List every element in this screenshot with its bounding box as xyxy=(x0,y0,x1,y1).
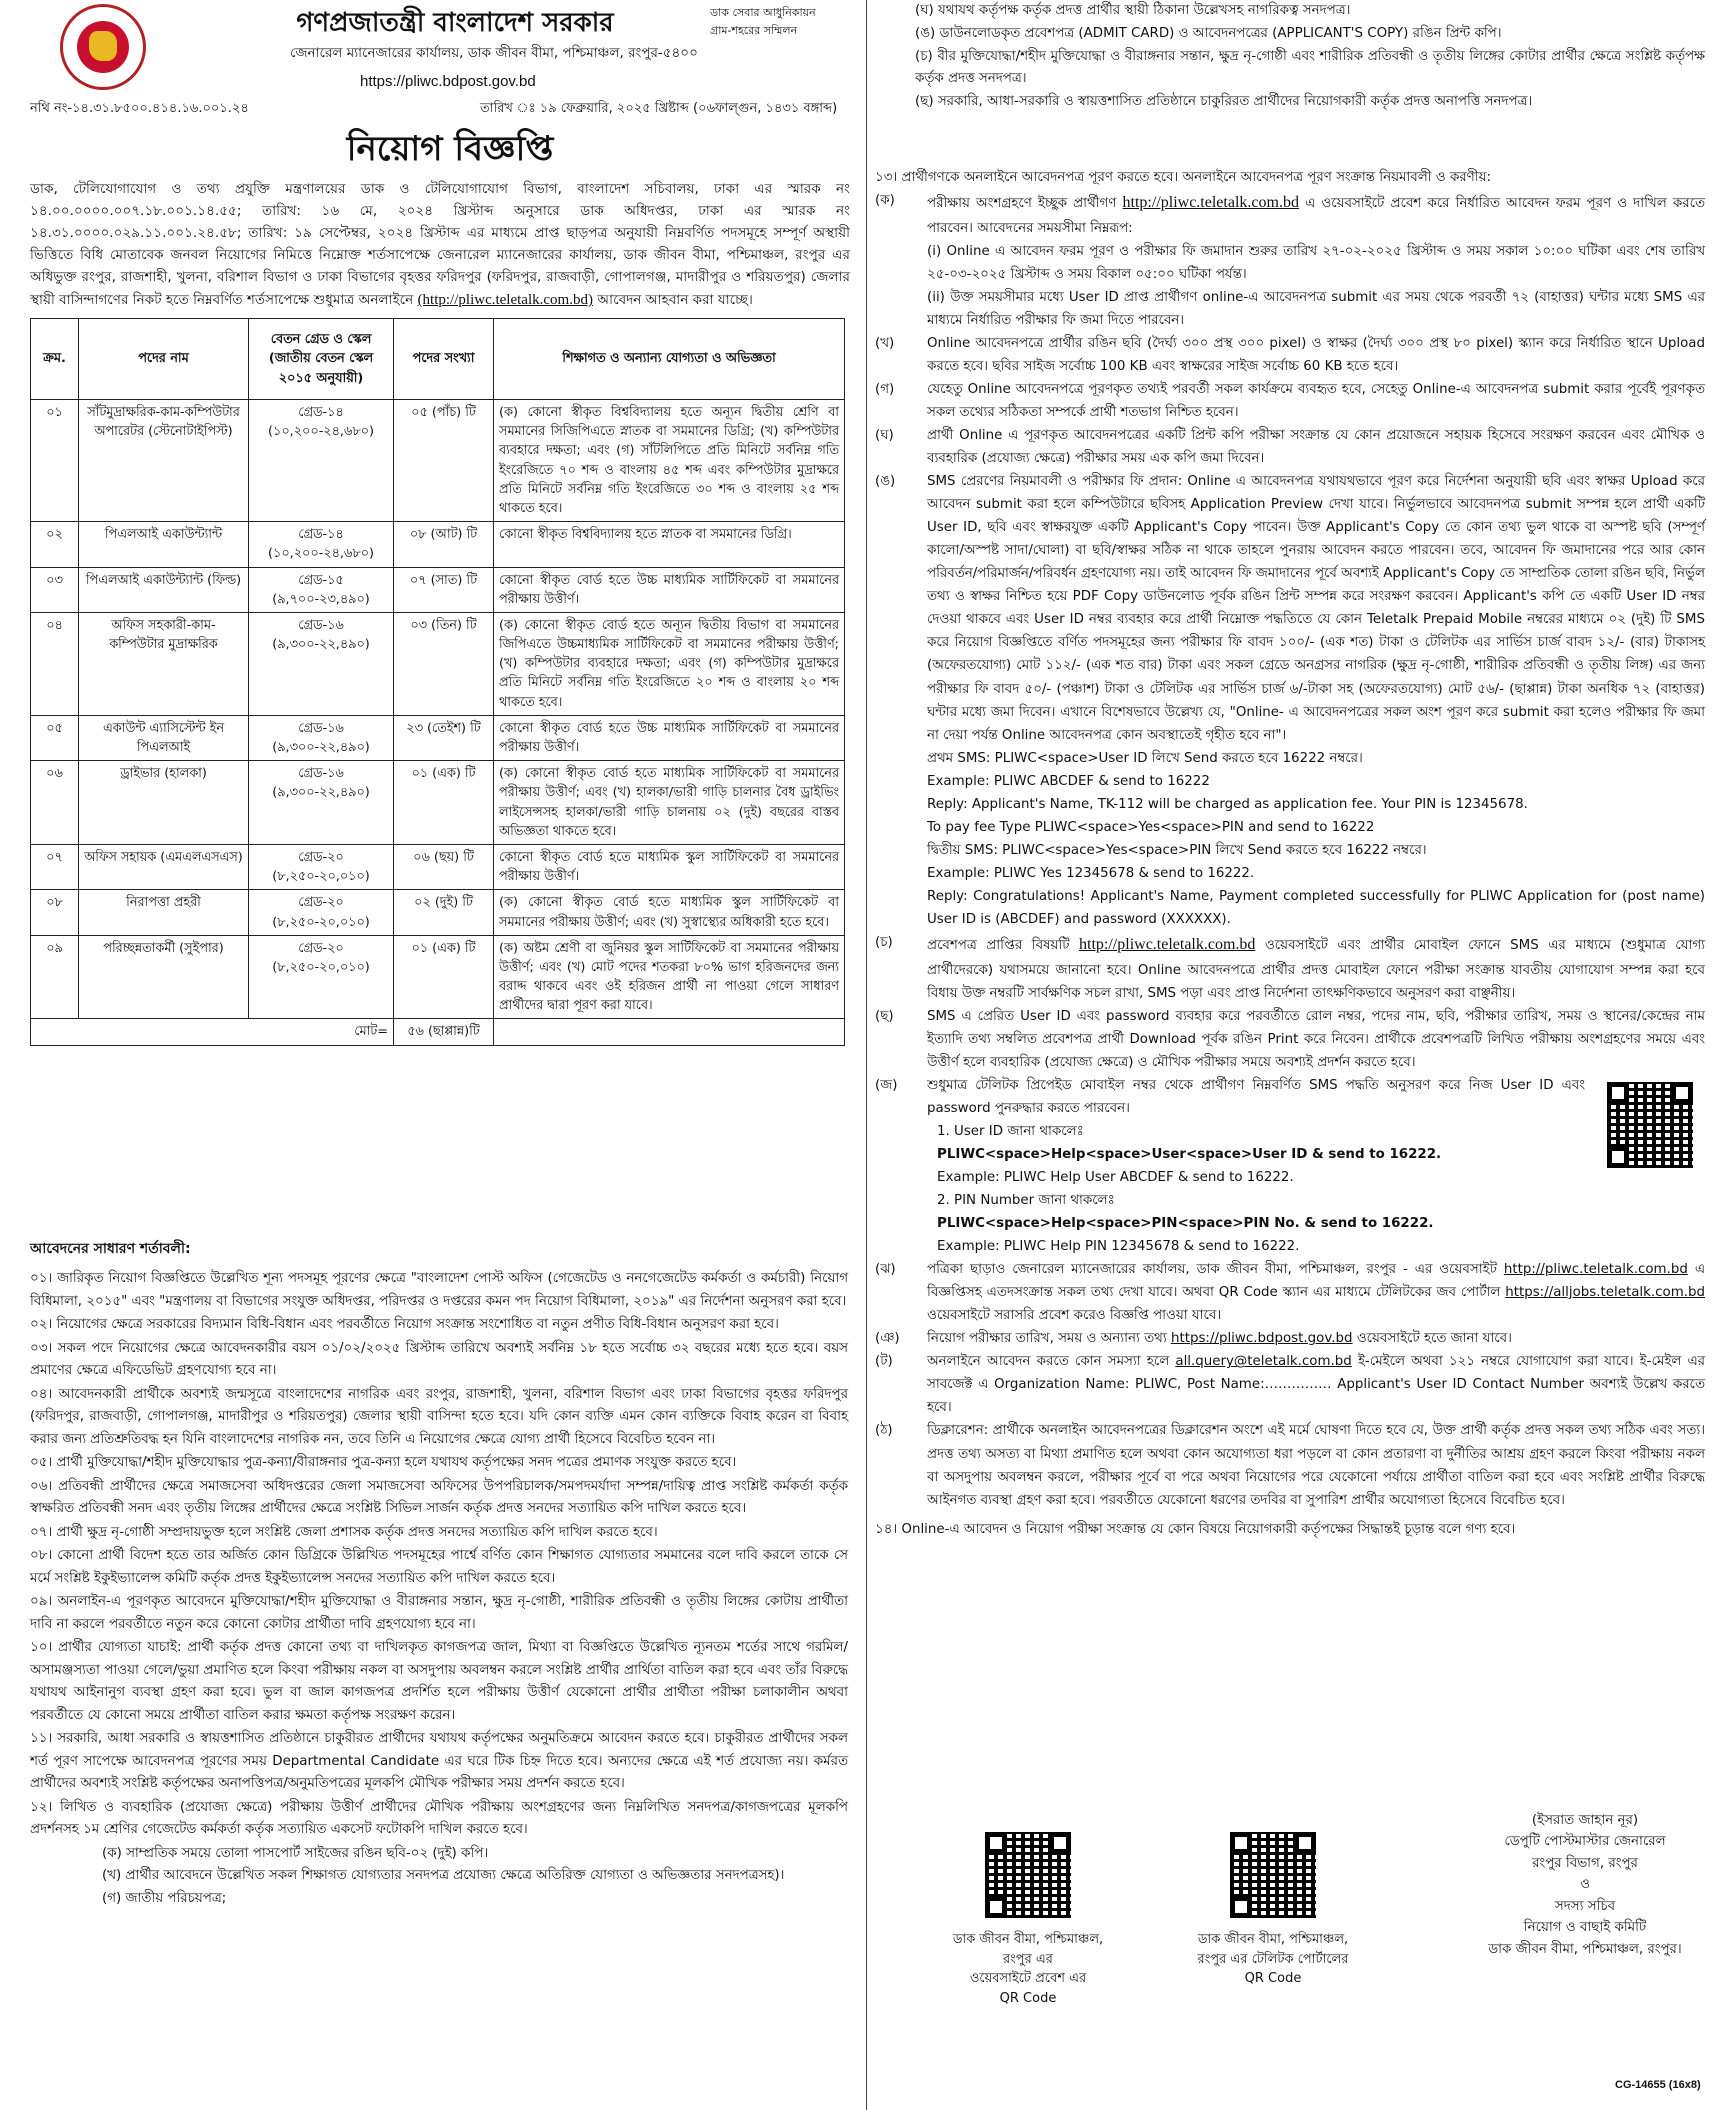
table-row xyxy=(31,400,845,522)
ka-timeline-ii: (ii) উক্ত সময়সীমার মধ্যে User ID প্রাপ্ত প্রার্থীগণ online-এ আবেদনপত্র submit এর সময় থেকে পরবর্তী ৭২ (বাহাত্তর) ঘন্টার মধ্যে SMS এর মাধ্যমে নির্ধারিত পরীক্ষার ফি জমা দিতে পারবেন। xyxy=(927,289,1705,328)
column-divider xyxy=(866,0,867,2110)
grade-label: গ্রেড-১৪ xyxy=(298,405,344,420)
ta-text-a: অনলাইনে আবেদন করতে কোন সমস্যা হলে xyxy=(927,1354,1176,1370)
total-label: মোট= xyxy=(31,1019,394,1045)
government-seal-logo xyxy=(60,4,146,90)
nya-text-a: নিয়োগ পরীক্ষার তারিখ, সময় ও অন্যান্য তথ্য xyxy=(927,1331,1171,1347)
scale-label: (৮,২৫০-২০,০১০) xyxy=(272,869,370,885)
table-header-row xyxy=(31,319,845,400)
slogan-line-1: ডাক সেবার আধুনিকায়ন xyxy=(710,6,816,19)
scale-label: (৮,২৫০-২০,০১০) xyxy=(272,959,370,975)
section-14: ১৪। Online-এ আবেদন ও নিয়োগ পরীক্ষা সংক্রান্ত যে কোন বিষয়ে নিয়োগকারী কর্তৃপক্ষের সিদ্ধান্তই চূড়ান্ত বলে গণ্য হবে। xyxy=(875,1521,1516,1537)
jha-link-2[interactable]: https://alljobs.teletalk.com.bd xyxy=(1505,1285,1705,1301)
cell-serial: ০৬ xyxy=(31,761,79,845)
general-condition-item: ০৬। প্রতিবন্ধী প্রার্থীদের ক্ষেত্রে সমাজসেবা অধিদপ্তরের জেলা সমাজসেবা অফিসের উপপরিচালক/সমপদমর্যাদা সম্পন্ন/দায়িত্ব প্রাপ্ত সংশ্লিষ্ট কর্মকর্তা কর্তৃক স্বাক্ষরিত প্রতিবন্ধী সনদ এবং তৃতীয় লিঙ্গের প্রার্থীদের ক্ষেত্রে সংশ্লিষ্ট সিভিল সার্জন কর্তৃক প্রদত্ত সনদের সত্যায়িত কপি দাখিল করতে হবে। xyxy=(30,1478,848,1517)
cell-qualification: (ক) কোনো স্বীকৃত বিশ্ববিদ্যালয় হতে অন্যূন দ্বিতীয় শ্রেণি বা সমমানের সিজিপিএতে স্নাতক বা সমমানের ডিগ্রি; (খ) কম্পিউটার ব্যবহারে দক্ষতা; এবং (গ) সাঁটলিপিতে প্রতি মিনিটে সর্বনিম্ন গতি ইংরেজিতে ৭০ শব্দ ও বাংলায় ৪৫ শব্দ এবং কম্পিউটার মুদ্রাক্ষরে প্রতি মিনিটে সর্বনিম্ন গতি ইংরেজিতে ৩০ শব্দ ও বাংলায় ২৫ শব্দ থাকতে হবে। xyxy=(494,400,845,522)
cell-grade xyxy=(249,844,394,889)
sms-line: Example: PLIWC ABCDEF & send to 16222 xyxy=(927,773,1210,789)
ka-text-a: পরীক্ষায় অংশগ্রহণে ইচ্ছুক প্রার্থীগণ xyxy=(927,196,1123,212)
table-row xyxy=(31,844,845,889)
cell-post-name: পরিচ্ছন্নতাকর্মী (সুইপার) xyxy=(79,935,249,1019)
item-key: (জ) xyxy=(875,1077,898,1093)
qr-caption-line: ডাক জীবন বীমা, পশ্চিমাঞ্চল, xyxy=(1197,1932,1349,1947)
cell-serial: ০৭ xyxy=(31,844,79,889)
cell-post-name: অফিস সহকারী-কাম-কম্পিউটার মুদ্রাক্ষরিক xyxy=(79,612,249,715)
cell-post-name: একাউন্ট এ্যাসিস্টেন্ট ইন পিএলআই xyxy=(79,715,249,760)
cell-qualification: (ক) কোনো স্বীকৃত বোর্ড হতে অন্যূন দ্বিতীয় বিভাগ বা সমমানের জিপিএতে উচ্চমাধ্যমিক সার্টিফিকেট বা সমমানের পরীক্ষায় উত্তীর্ণ; (খ) কম্পিউটার ব্যবহারে দক্ষতা; এবং (গ) কম্পিউটার মুদ্রাক্ষরে প্রতি মিনিটে সর্বনিম্ন গতি ইংরেজিতে ২০ শব্দ ও বাংলায় ২০ শব্দ থাকতে হবে। xyxy=(494,612,845,715)
ta-email-link[interactable]: all.query@teletalk.com.bd xyxy=(1175,1354,1352,1370)
cha-text-b: ওয়েবসাইটে এবং প্রার্থীর মোবাইল ফোনে SMS এর মাধ্যমে (শুধুমাত্র যোগ্য প্রার্থীদেরকে) যথাসময়ে জানানো হবে। Online আবেদনপত্রে প্রার্থীর প্রদত্ত মোবাইল ফোনে পরীক্ষা সংক্রান্ত যাবতীয় যোগাযোগ সম্পন্ন করা হবে বিধায় উক্ত নম্বরটি সার্বক্ষণিক সচল রাখা, SMS পড়া এবং প্রাপ্ত নির্দেশনা তাৎক্ষণিকভাবে অনুসরণ করা বাঞ্ছনীয়। xyxy=(927,938,1705,1001)
item-key xyxy=(875,23,915,46)
item-kha xyxy=(875,332,1705,378)
table-row xyxy=(31,761,845,845)
grade-label: গ্রেড-১৬ xyxy=(298,720,344,736)
ja-line-5: PLIWC<space>Help<space>PIN<space>PIN No. & send to 16222. xyxy=(937,1216,1434,1232)
qr-website-caption xyxy=(928,1930,1128,2008)
jha-link-1[interactable]: http://pliwc.teletalk.com.bd xyxy=(1503,1262,1688,1278)
scale-label: (১০,২০০-২৪,৬৮০) xyxy=(268,424,374,440)
kha-text: Online আবেদনপত্রে প্রার্থীর রঙিন ছবি (দৈর্ঘ্য ৩০০ প্রস্থ ৩০০ pixel) ও স্বাক্ষর (দৈর্ঘ্য ৩০০ প্রস্থ ৮০ pixel) স্ক্যান করে নির্ধারিত স্থানে Upload করতে হবে। ছবির সাইজ সর্বোচ্চ 100 KB এবং স্বাক্ষরের সাইজ সর্বোচ্চ 60 KB হতে হবে। xyxy=(927,335,1705,374)
cell-grade xyxy=(249,715,394,760)
total-blank xyxy=(494,1019,845,1045)
th-serial: ক্রম. xyxy=(31,319,79,400)
ta-text-b: ই-মেইলে অথবা ১২১ নম্বরে যোগাযোগ করা যাবে। ই-মেইল এর সাবজেক্ট এ Organization Name: PLIWC, Post Name:…………… Applicant's User ID Contact Number অবশ্যই উল্লেখ করতে হবে। xyxy=(927,1354,1705,1416)
item-gha xyxy=(875,424,1705,470)
item-key: (ক) xyxy=(875,193,895,209)
ja-line-3: Example: PLIWC Help User ABCDEF & send to 16222. xyxy=(937,1169,1294,1185)
item-ka xyxy=(875,189,1705,332)
item-tha xyxy=(875,1419,1705,1511)
cell-qualification: কোনো স্বীকৃত বোর্ড হতে উচ্চ মাধ্যমিক সার্টিফিকেট বা সমমানের পরীক্ষায় উত্তীর্ণ। xyxy=(494,567,845,612)
item-jha xyxy=(875,1258,1705,1327)
nya-text-b: ওয়েবসাইটে হতে জানা যাবে। xyxy=(1352,1331,1512,1347)
document-item-text: (ছ) সরকারি, আধা-সরকারি ও স্বায়ত্তশাসিত প্রতিষ্ঠানে চাকুরিরত প্রার্থীদের নিয়োগকারী কর্তৃক প্রদত্ত অনাপত্তি সনদপত্র। xyxy=(915,94,1533,110)
document-item xyxy=(875,23,1705,46)
item-ta xyxy=(875,1350,1705,1419)
th-qualification: শিক্ষাগত ও অন্যান্য যোগ্যতা ও অভিজ্ঞতা xyxy=(494,319,845,400)
item-key xyxy=(875,0,915,23)
cell-qualification: (ক) অষ্টম শ্রেণী বা জুনিয়র স্কুল সার্টিফিকেট বা সমমানের পরীক্ষায় উত্তীর্ণ; এবং (খ) মোট পদের শতকরা ৮০% ভাগ হরিজনদের জন্য বরাদ্দ থাকবে এবং ওই হরিজন প্রার্থী না পাওয়া গেলে সাধারণ প্রার্থীদের দ্বারা পূরণ করা যাবে। xyxy=(494,935,845,1019)
cell-post-name: পিএলআই একাউন্ট্যান্ট (ফিল্ড) xyxy=(79,567,249,612)
item-key: (ট) xyxy=(875,1354,893,1370)
grade-label: গ্রেড-১৬ xyxy=(298,617,344,633)
general-condition-item: ০৪। আবেদনকারী প্রার্থীকে অবশ্যই জন্মসূত্রে বাংলাদেশের নাগরিক এবং রংপুর, রাজশাহী, খুলনা, বরিশাল বিভাগ এবং ঢাকা বিভাগের বৃহত্তর ফরিদপুর (ফরিদপুর, রাজবাড়ী, গোপালগঞ্জ, মাদারীপুর ও শরিয়তপুর) জেলার স্থায়ী বাসিন্দা হতে হবে। যদি কোন ব্যক্তি এমন কোন ব্যক্তিকে বিবাহ করেন বা বিবাহ করার জন্য প্রতিশ্রুতিবদ্ধ হন যিনি বাংলাদেশের নাগরিক নন, তবে তিনি এ নিয়োগের ক্ষেত্রে যোগ্য প্রার্থী হিসেবে বিবেচিত হবেন না। xyxy=(30,1386,848,1447)
table-row xyxy=(31,567,845,612)
table-total-row xyxy=(31,1019,845,1045)
cell-post-name: নিরাপত্তা প্রহরী xyxy=(79,890,249,935)
item-key: (খ) xyxy=(875,335,895,351)
signature-block xyxy=(1465,1810,1705,1960)
item-key: (ঝ) xyxy=(875,1262,896,1278)
cha-text-a: প্রবেশপত্র প্রাপ্তির বিষয়টি xyxy=(927,938,1080,954)
cell-serial: ০১ xyxy=(31,400,79,522)
cell-grade xyxy=(249,890,394,935)
cell-count: ০৫ (পাঁচ) টি xyxy=(394,400,494,522)
section-13-heading: ১৩। প্রার্থীগণকে অনলাইনে আবেদনপত্র পূরণ করতে হবে। অনলাইনে আবেদনপত্র পূরণ সংক্রান্ত নিয়মাবলী ও করণীয়: xyxy=(875,170,1491,185)
tha-text: ডিক্লারেশন: প্রার্থীকে অনলাইন আবেদনপত্রের ডিক্লারেশন অংশে এই মর্মে ঘোষণা দিতে হবে যে, উক্ত প্রার্থী কর্তৃক প্রদত্ত সকল তথ্য সঠিক এবং সত্য। প্রদত্ত তথ্য অসত্য বা মিথ্যা প্রমাণিত হলে অথবা কোন অযোগ্যতা ধরা পড়লে বা কোন প্রতারণা বা দুর্নীতির আশ্রয় গ্রহণ করলে কিংবা পরীক্ষায় নকল বা অসদুপায় অবলম্বন করলে, পরীক্ষার পূর্বে বা পরে অথবা নিয়োগের পরে যেকোনো পর্যায়ে প্রার্থীতা বাতিল করা হবে এবং সংশ্লিষ্ট প্রার্থীর বিরুদ্ধে আইনগত ব্যবস্থা গ্রহণ করা হবে। পরবর্তীতে যেকোনো ধরণের তদবির বা সুপারিশ প্রার্থীর অযোগ্যতা হিসেবে বিবেচিত হবে। xyxy=(927,1423,1705,1508)
general-condition-subitem: (ক) সাম্প্রতিক সময়ে তোলা পাসপোর্ট সাইজের রঙিন ছবি-০২ (দুই) কপি। xyxy=(102,1845,489,1861)
cell-count: ০২ (দুই) টি xyxy=(394,890,494,935)
scale-label: (৯,৩০০-২২,৪৯০) xyxy=(272,637,370,653)
cell-grade xyxy=(249,522,394,567)
sms-line: To pay fee Type PLIWC<space>Yes<space>PIN and send to 16222 xyxy=(927,819,1375,835)
total-value: ৫৬ (ছাপ্পান্ন)টি xyxy=(394,1019,494,1045)
document-item-text: (চ) বীর মুক্তিযোদ্ধা/শহীদ মুক্তিযোদ্ধা ও বীরাঙ্গনার সন্তান, ক্ষুদ্র নৃ-গোষ্ঠী এবং শারীরিক প্রতিবন্ধী ও তৃতীয় লিঙ্গের কোটার প্রার্থীর ক্ষেত্রে সংশ্লিষ্ট কর্তৃপক্ষ কর্তৃক প্রদত্ত সনদপত্র। xyxy=(915,48,1705,87)
document-item xyxy=(875,0,1705,23)
cell-serial: ০২ xyxy=(31,522,79,567)
section-13 xyxy=(875,166,1705,1541)
cell-serial: ০৩ xyxy=(31,567,79,612)
sms-instructions xyxy=(927,747,1705,931)
general-condition-item: ০৯। অনলাইন-এ পূরণকৃত আবেদনে মুক্তিযোদ্ধা/শহীদ মুক্তিযোদ্ধা ও বীরাঙ্গনার সন্তান, ক্ষুদ্র নৃ-গোষ্ঠী, শারীরিক প্রতিবন্ধী ও তৃতীয় লিঙ্গের কোটায় প্রার্থীতা দাবি না করলে পরবর্তীতে নতুন করে কোনো কোটার প্রার্থীতা দাবি গ্রহণযোগ্য হবে না। xyxy=(30,1594,848,1632)
general-condition-item: ০৭। প্রার্থী ক্ষুদ্র নৃ-গোষ্ঠী সম্প্রদায়ভুক্ত হলে সংশ্লিষ্ট জেলা প্রশাসক কর্তৃক প্রদত্ত সনদের সত্যায়িত কপি দাখিল করতে হবে। xyxy=(30,1524,658,1540)
table-row xyxy=(31,935,845,1019)
sms-line: Reply: Congratulations! Applicant's Name, Payment completed successfully for PLIWC Application for (post name) User ID is (ABCDEF) and password (XXXXXX). xyxy=(927,888,1705,927)
th-grade: বেতন গ্রেড ও স্কেল (জাতীয় বেতন স্কেল ২০১৫ অনুযায়ী) xyxy=(249,319,394,400)
uma-text: SMS প্রেরণের নিয়মাবলী ও পরীক্ষার ফি প্রদান: Online এ আবেদনপত্র যথাযথভাবে পূরণ করে নির্দেশনা অনুযায়ী ছবি এবং স্বাক্ষর Upload করে আবেদন submit করা হলে কম্পিউটারে ছবিসহ Application Preview দেখা যাবে। নির্ভুলভাবে আবেদনপত্র submit সম্পন্ন হলে প্রার্থী একটি User ID, ছবি এবং স্বাক্ষরযুক্ত একটি Applicant's Copy পাবেন। উক্ত Applicant's Copy তে কোন তথ্য ভুল থাকে বা অস্পষ্ট ছবি (সম্পূর্ণ কালো/অস্পষ্ট সাদা/ঘোলা) বা ছবি/স্বাক্ষর সঠিক না থাকে তাহলে পুনরায় আবেদন করতে পারবেন। তবে, আবেদন ফি জমাদানের পরে আর কোন পরিবর্তন/পরিমার্জন/পরিবর্ধন গ্রহণযোগ্য নয়। তাই আবেদন ফি জমাদানের পূর্বে অবশ্যই Applicant's Copy তে সাম্প্রতিক তোলা রঙিন ছবি, নির্ভুল তথ্য ও স্বাক্ষর নিশ্চিত হয়ে PDF Copy ডাউনলোড পূর্বক রঙিন প্রিন্ট সম্পন্ন করে সংরক্ষণ করবেন। Applicant's কপি তে একটি User ID নম্বর দেওয়া থাকবে এবং User ID নম্বর ব্যবহার করে প্রার্থী নিম্নোক্ত পদ্ধতিতে যে কোন Teletalk Prepaid Mobile নম্বরের মাধ্যমে ০২ (দুই) টি SMS করে নিয়োগ বিজ্ঞপ্তিতে বর্ণিত পদসমূহের জন্য পরীক্ষার ফি বাবদ ১০০/- (এক শত) টাকা ও টেলিটক এর সার্ভিস চার্জ বাবদ ১২/- (বার) টাকাসহ (অফেরতযোগ্য) মোট ১১২/- (এক শত বার) টাকা এবং সকল গ্রেডে অনগ্রসর নাগরিক (ক্ষুদ্র নৃ-গোষ্ঠী, শারীরিক প্রতিবন্ধী ও তৃতীয় লিঙ্গ) এর জন্য পরীক্ষার ফি বাবদ ৫০/- (পঞ্চাশ) টাকা ও টেলিটক এর সার্ভিস চার্জ ৬/-টাকা সহ (অফেরতযোগ্য) মোট ৫৬/- (ছাপ্পান্ন) টাকা অনধিক ৭২ (বাহাত্তর) ঘন্টার মধ্যে জমা দিবেন। এখানে বিশেষভাবে উল্লেখ্য যে, "Online- এ আবেদনপত্রের সকল অংশ পূরণ করে submit করা হলেও পরীক্ষার ফি জমা না দেয়া পর্যন্ত Online আবেদনপত্র কোন অবস্থাতেই গৃহীত হবে না"। xyxy=(927,474,1705,743)
jha-text-a: পত্রিকা ছাড়াও জেনারেল ম্যানেজারের কার্যালয়, ডাক জীবন বীমা, পশ্চিমাঞ্চল, রংপুর - এর ওয়েবসাইট xyxy=(927,1262,1504,1278)
general-condition-item: ০৫। প্রার্থী মুক্তিযোদ্ধা/শহীদ মুক্তিযোদ্ধার পুত্র-কন্যা/বীরাঙ্গনার পুত্র-কন্যা হলে যথাযথ কর্তৃপক্ষের সনদ পত্রের প্রমাণক সংযুক্ত করতে হবে। xyxy=(30,1455,737,1471)
signer-division: রংপুর বিভাগ, রংপুর xyxy=(1532,1855,1638,1871)
nya-link[interactable]: https://pliwc.bdpost.gov.bd xyxy=(1170,1331,1353,1347)
notice-page xyxy=(30,0,1727,2110)
grade-label: গ্রেড-১৫ xyxy=(298,572,344,588)
item-key: (চ) xyxy=(875,935,893,951)
chha-text: SMS এ প্রেরিত User ID এবং password ব্যবহার করে পরবর্তীতে রোল নম্বর, পদের নাম, ছবি, পরীক্ষার তারিখ, সময় ও স্থানের/কেন্দ্রের নাম ইত্যাদি তথ্য সম্বলিত প্রবেশপত্র প্রার্থী Download পূর্বক রঙিন Print করে নিবেন। প্রার্থীকে প্রবেশপত্রটি লিখিত পরীক্ষায় অংশগ্রহণের সময়ে এবং উত্তীর্ণ হলে ব্যবহারিক (প্রযোজ্য ক্ষেত্রে) ও মৌখিক পরীক্ষার সময়ে অবশ্যই প্রদর্শন করতে হবে। xyxy=(927,1008,1705,1070)
signer-committee: নিয়োগ ও বাছাই কমিটি xyxy=(1523,1920,1647,1936)
item-ga xyxy=(875,378,1705,424)
ka-text-b: এ ওয়েবসাইটে প্রবেশ করে নির্ধারিত আবেদন ফরম পূরণ ও দাখিল করতে পারবেন। আবেদনের সময়সীমা নিম্নরূপ: xyxy=(927,196,1705,236)
table-row xyxy=(31,522,845,567)
signer-and: ও xyxy=(1580,1877,1590,1893)
cell-grade xyxy=(249,935,394,1019)
ja-line-2: PLIWC<space>Help<space>User<space>User ID & send to 16222. xyxy=(937,1146,1442,1162)
intro-link[interactable]: (http://pliwc.teletalk.com.bd) xyxy=(417,292,593,309)
scale-label: (৮,২৫০-২০,০১০) xyxy=(272,914,370,930)
general-condition-item: ০১। জারিকৃত নিয়োগ বিজ্ঞপ্তিতে উল্লেখিত শূন্য পদসমূহ পূরণের ক্ষেত্রে "বাংলাদেশ পোস্ট অফিস (গেজেটেড ও ননগেজেটেড কর্মকর্তা ও কর্মচারী) নিয়োগ বিধিমালা, ২০১৫" এবং "মন্ত্রণালয় বা বিভাগের সংযুক্ত অধিদপ্তর, পরিদপ্তর ও দপ্তরের কমন পদ নিয়োগ বিধিমালা, ২০১৯" এর নির্দেশনা অনুসরণ করা হবে। xyxy=(30,1271,848,1309)
qr-code-alljobs[interactable] xyxy=(1607,1082,1693,1168)
qr-caption-line: রংপুর এর xyxy=(1003,1951,1053,1967)
right-column xyxy=(875,0,1705,2110)
item-key: (ঘ) xyxy=(875,427,894,443)
jha-text-c: ওয়েবসাইটে সরাসরি প্রবেশ করেও বিজ্ঞপ্তি পাওয়া যাবে। xyxy=(927,1308,1222,1324)
qr-caption-line: রংপুর এর টেলিটক পোর্টালের xyxy=(1197,1951,1349,1967)
document-item-text: (ঘ) যথাযথ কর্তৃপক্ষ কর্তৃক প্রদত্ত প্রার্থীর স্থায়ী ঠিকানা উল্লেখসহ নাগরিকত্ব সনদপত্র। xyxy=(915,3,1351,18)
general-condition-item: ১০। প্রার্থীর যোগ্যতা যাচাই: প্রার্থী কর্তৃক প্রদত্ত কোনো তথ্য বা দাখিলকৃত কাগজপত্র জাল, মিথ্যা বা বিজ্ঞপ্তিতে উল্লেখিত ন্যূনতম শর্তের সাথে গরমিল/অসামঞ্জস্যতা পাওয়া গেলে/ভুয়া প্রমাণিত হলে কিংবা পরীক্ষায় নকল বা অসদুপায় অবলম্বন করলে সংশ্লিষ্ট প্রার্থীর প্রার্থিতা বাতিল করা হবে এবং তাঁর বিরুদ্ধে যথাযথ আইনানুগ ব্যবস্থা গ্রহণ করা হবে। ভুল বা জাল কাগজপত্র প্রদর্শিত হলে পরীক্ষায় উত্তীর্ণ যেকোনো প্রার্থীর প্রার্থীতা পরীক্ষা চলাকালীন অথবা পরবর্তীতে যে কোনো সময়ে প্রার্থীতা বাতিল করার ক্ষমতা কর্তৃপক্ষ সংরক্ষণ করেন। xyxy=(30,1640,848,1723)
cell-post-name: পিএলআই একাউন্ট্যান্ট xyxy=(79,522,249,567)
header-title: গণপ্রজাতন্ত্রী বাংলাদেশ সরকার xyxy=(296,8,614,38)
cell-count: ০৬ (ছয়) টি xyxy=(394,844,494,889)
qr-caption-line: ওয়েবসাইটে প্রবেশ এর xyxy=(969,1971,1087,1986)
item-key xyxy=(875,46,915,92)
gha-text: প্রার্থী Online এ পূরণকৃত আবেদনপত্রের একটি প্রিন্ট কপি পরীক্ষা সংক্রান্ত যে কোন প্রয়োজনে সহায়ক হিসেবে সংরক্ষণ করবেন এবং মৌখিক ও ব্যবহারিক (প্রযোজ্য ক্ষেত্রে) পরীক্ষার সময় এক কপি জমা দিবেন। xyxy=(927,427,1705,467)
slogan-line-2: গ্রাম-শহরের সম্মিলন xyxy=(710,23,798,37)
document-item xyxy=(875,46,1705,92)
general-condition-item: ১২। লিখিত ও ব্যবহারিক (প্রযোজ্য ক্ষেত্রে) পরীক্ষায় উত্তীর্ণ প্রার্থীদের মৌখিক পরীক্ষায় অংশগ্রহণের জন্য নিম্নলিখিত সনদপত্র/কাগজপত্রের মূলকপি প্রদর্শনসহ ১ম শ্রেণির গেজেটেড কর্মকর্তা কর্তৃক সত্যায়িত একসেট ফটোকপি দাখিল করতে হবে। xyxy=(30,1799,848,1838)
scale-label: (৯,৩০০-২২,৪৯০) xyxy=(272,785,370,801)
intro-text: ডাক, টেলিযোগাযোগ ও তথ্য প্রযুক্তি মন্ত্রণালয়ের ডাক ও টেলিযোগাযোগ বিভাগ, বাংলাদেশ সচিবালয়, ঢাকা এর স্মারক নং ১৪.০০.০০০০.০০৭.১৮.০০১.১৪.৫৫; তারিখ: ১৬ মে, ২০২৪ খ্রিস্টাব্দ অনুসারে ডাক অধিদপ্তর, ঢাকা এর স্মারক নং ১৪.৩১.০০০০.০২৯.১১.০০১.২৪.৫৮; তারিখ: ১৯ সেপ্টেম্বর, ২০২৪ খ্রিস্টাব্দ এর মাধ্যমে প্রাপ্ত ছাড়পত্র অনুযায়ী নিম্নবর্ণিত পদসমূহে সম্পূর্ণ অস্থায়ী ভিত্তিতে বিধি মোতাবেক জনবল নিয়োগের নিমিত্তে নিম্নোক্ত শর্তসাপেক্ষে জেনারেল ম্যানেজারের কার্যালয়, ডাক জীবন বীমা, পশ্চিমাঞ্চল, রংপুর এর অধিভুক্ত রংপুর, রাজশাহী, খুলনা, বরিশাল বিভাগ ও ঢাকা বিভাগের বৃহত্তর ফরিদপুর (ফরিদপুর, রাজবাড়ী, গোপালগঞ্জ, মাদারীপুর ও শরিয়তপুর) জেলার স্থায়ী বাসিন্দাগণের নিকট হতে নিম্নবর্ণিত শর্তসাপেক্ষে শুধুমাত্র অনলাইনে xyxy=(30,181,850,309)
document-item-text: (ঙ) ডাউনলোডকৃত প্রবেশপত্র (ADMIT CARD) ও আবেদনপত্রের (APPLICANT'S COPY) রঙিন প্রিন্ট কপি। xyxy=(915,25,1502,41)
cell-grade xyxy=(249,612,394,715)
cell-post-name: সাঁটমুদ্রাক্ষরিক-কাম-কম্পিউটার অপারেটর (স্টেনোটাইপিস্ট) xyxy=(79,400,249,522)
cell-count: ২৩ (তেইশ) টি xyxy=(394,715,494,760)
notice-title: নিয়োগ বিজ্ঞপ্তি xyxy=(346,129,554,169)
general-condition-item: ১১। সরকারি, আধা সরকারি ও স্বায়ত্তশাসিত প্রতিষ্ঠানে চাকুরীরত প্রার্থীদের যথাযথ কর্তৃপক্ষের অনুমতিক্রমে আবেদন করতে হবে। চাকুরীরত প্রার্থীদের সকল শর্ত পূরণ সাপেক্ষে আবেদনপত্র পূরণের সময় Departmental Candidate এর ঘরে টিক চিহ্ন দিতে হবে। অন্যদের ক্ষেত্রে এই শর্ত প্রযোজ্য নয়। কর্মরত প্রার্থীদের অবশ্যই সংশ্লিষ্ট কর্তৃপক্ষের অনাপত্তিপত্র/অনুমতিপত্রের মূলকপি মৌখিক পরীক্ষার সময় প্রদর্শন করতে হবে। xyxy=(30,1731,848,1792)
cell-post-name: অফিস সহায়ক (এমএলএসএস) xyxy=(79,844,249,889)
header-office: জেনারেল ম্যানেজারের কার্যালয়, ডাক জীবন বীমা, পশ্চিমাঞ্চল, রংপুর-৫৪০০ xyxy=(290,45,698,61)
th-count: পদের সংখ্যা xyxy=(394,319,494,400)
cell-qualification: (ক) কোনো স্বীকৃত বোর্ড হতে মাধ্যমিক স্কুল সার্টিফিকেট বা সমমানের পরীক্ষায় উত্তীর্ণ; এবং (খ) সুস্বাস্থ্যের অধিকারী হতে হবে। xyxy=(494,890,845,935)
qr-teletalk-caption xyxy=(1173,1930,1373,1989)
item-key: (ঠ) xyxy=(875,1423,893,1439)
item-key: (ছ) xyxy=(875,1008,894,1024)
item-key: (ঞ) xyxy=(875,1331,900,1347)
grade-label: গ্রেড-২০ xyxy=(298,895,344,911)
memo-number: নথি নং-১৪.৩১.৮৫০০.৪১৪.১৬.০০১.২৪ xyxy=(30,101,249,116)
cell-count: ০৮ (আট) টি xyxy=(394,522,494,567)
signer-member: সদস্য সচিব xyxy=(1554,1898,1616,1914)
document-item xyxy=(875,91,1705,114)
grade-label: গ্রেড-২০ xyxy=(298,940,344,956)
item-key: (গ) xyxy=(875,381,895,397)
qr-code-website[interactable] xyxy=(985,1832,1071,1918)
cell-qualification: কোনো স্বীকৃত বোর্ড হতে মাধ্যমিক স্কুল সার্টিফিকেট বা সমমানের পরীক্ষায় উত্তীর্ণ। xyxy=(494,844,845,889)
item-nya xyxy=(875,1327,1705,1350)
grade-label: গ্রেড-১৬ xyxy=(298,766,344,782)
sms-line: দ্বিতীয় SMS: PLIWC<space>Yes<space>PIN লিখে Send করতে হবে 16222 নম্বরে। xyxy=(927,842,1427,858)
ja-line-1: 1. User ID জানা থাকলেঃ xyxy=(937,1123,1084,1139)
qr-code-teletalk[interactable] xyxy=(1230,1832,1316,1918)
item-chha xyxy=(875,1005,1705,1074)
table-row xyxy=(31,612,845,715)
memo-date: তারিখ ঃ ১৯ ফেব্রুয়ারি, ২০২৫ খ্রিষ্টাব্দ (০৬ফাল্গুন, ১৪৩১ বঙ্গাব্দ) xyxy=(480,101,838,116)
general-condition-item: ০৩। সকল পদে নিয়োগের ক্ষেত্রে আবেদনকারীর বয়স ০১/০২/২০২৫ খ্রিস্টাব্দ তারিখে অবশ্যই সর্বনিম্ন ১৮ হতে সর্বোচ্চ ৩২ বছরের মধ্যে হতে হবে। বয়স প্রমাণের ক্ষেত্রে এফিডেভিট গ্রহণযোগ্য হবে না। xyxy=(30,1340,848,1379)
table-row xyxy=(31,890,845,935)
cell-serial: ০৫ xyxy=(31,715,79,760)
item-ja xyxy=(875,1074,1705,1258)
signer-name: (ইসরাত জাহান নূর) xyxy=(1531,1813,1639,1828)
cell-serial: ০৪ xyxy=(31,612,79,715)
sms-line: Reply: Applicant's Name, TK-112 will be charged as application fee. Your PIN is 12345678. xyxy=(927,796,1528,812)
header-url[interactable]: https://pliwc.bdpost.gov.bd xyxy=(360,73,536,90)
general-condition-item: ০২। নিয়োগের ক্ষেত্রে সরকারের বিদ্যমান বিধি-বিধান এবং পরবর্তীতে নিয়োগ সংক্রান্ত সংশোধিত বা নতুন প্রণীত বিধি-বিধান অনুসরণ করা হবে। xyxy=(30,1317,779,1333)
ka-link[interactable]: http://pliwc.teletalk.com.bd xyxy=(1122,194,1299,212)
ja-line-6: Example: PLIWC Help PIN 12345678 & send to 16222. xyxy=(937,1239,1300,1255)
table-row xyxy=(31,715,845,760)
sms-line: প্রথম SMS: PLIWC<space>User ID লিখে Send করতে হবে 16222 নম্বরে। xyxy=(927,750,1363,766)
ga-text: যেহেতু Online আবেদনপত্রে পূরণকৃত তথ্যই পরবর্তী সকল কার্যক্রমে ব্যবহৃত হবে, সেহেতু Online-এ আবেদনপত্র submit করার পূর্বেই পূরণকৃত সকল তথ্যের সঠিকতা সম্পর্কে প্রার্থী শতভাগ নিশ্চিত হবেন। xyxy=(927,381,1705,420)
scale-label: (৯,৭০০-২৩,৪৯০) xyxy=(272,591,370,607)
item-key: (ঙ) xyxy=(875,474,896,490)
cell-count: ০৩ (তিন) টি xyxy=(394,612,494,715)
ad-code: CG-14655 (16x8) xyxy=(1615,2079,1701,2091)
ja-line-4: 2. PIN Number জানা থাকলেঃ xyxy=(937,1193,1115,1208)
grade-label: গ্রেড-২০ xyxy=(298,849,344,865)
posts-table xyxy=(30,318,845,1046)
ja-text: শুধুমাত্র টেলিটক প্রিপেইড মোবাইল নম্বর থেকে প্রার্থীগণ নিম্নবর্ণিত SMS পদ্ধতি অনুসরণ করে নিজ User ID এবং password পুনরুদ্ধার করতে পারবেন। xyxy=(927,1077,1585,1116)
intro-paragraph xyxy=(30,178,850,312)
scale-label: (৯,৩০০-২২,৪৯০) xyxy=(272,740,370,755)
qr-caption-line: QR Code xyxy=(999,1990,1057,2006)
cell-count: ০১ (এক) টি xyxy=(394,935,494,1019)
cell-qualification: কোনো স্বীকৃত বিশ্ববিদ্যালয় হতে স্নাতক বা সমমানের ডিগ্রি। xyxy=(494,522,845,567)
sms-line: Example: PLIWC Yes 12345678 & send to 16222. xyxy=(927,865,1255,881)
cha-link[interactable]: http://pliwc.teletalk.com.bd xyxy=(1079,936,1256,954)
cell-count: ০১ (এক) টি xyxy=(394,761,494,845)
item-uma xyxy=(875,470,1705,931)
left-column xyxy=(30,0,855,2110)
header-slogan xyxy=(710,4,850,39)
signer-designation: ডেপুটি পোস্টমাস্টার জেনারেল xyxy=(1504,1834,1666,1850)
cell-qualification: কোনো স্বীকৃত বোর্ড হতে উচ্চ মাধ্যমিক সার্টিফিকেট বা সমমানের পরীক্ষায় উত্তীর্ণ। xyxy=(494,715,845,760)
cell-grade xyxy=(249,400,394,522)
item-cha xyxy=(875,931,1705,1005)
jha-text-b: এ বিজ্ঞপ্তিসহ এতদসংক্রান্ত সকল তথ্য দেখা যাবে। অথবা QR Code স্ক্যান এর মাধ্যমে টেলিটকের জব পোর্টাল xyxy=(927,1262,1706,1301)
cell-grade xyxy=(249,761,394,845)
intro-tail: আবেদন আহবান করা যাচ্ছে। xyxy=(592,292,753,309)
general-conditions-list xyxy=(30,1268,848,1910)
qr-caption-line: ডাক জীবন বীমা, পশ্চিমাঞ্চল, xyxy=(952,1932,1104,1947)
cell-count: ০৭ (সাত) টি xyxy=(394,567,494,612)
general-conditions-title: আবেদনের সাধারণ শর্তাবলী: xyxy=(30,1241,191,1257)
cell-post-name: ড্রাইভার (হালকা) xyxy=(79,761,249,845)
cell-grade xyxy=(249,567,394,612)
signer-office: ডাক জীবন বীমা, পশ্চিমাঞ্চল, রংপুর। xyxy=(1488,1941,1682,1957)
general-condition-subitem: (গ) জাতীয় পরিচয়পত্র; xyxy=(102,1890,227,1906)
documents-continued xyxy=(875,0,1705,114)
grade-label: গ্রেড-১৪ xyxy=(298,527,344,543)
cell-qualification: (ক) কোনো স্বীকৃত বোর্ড হতে মাধ্যমিক সার্টিফিকেট বা সমমানের পরীক্ষায় উত্তীর্ণ; এবং (খ) হালকা/ভারী গাড়ি চালনার বৈধ ড্রাইভিং লাইসেন্সসহ হালকা/ভারী গাড়ি চালনায় ০২ (দুই) বছরের বাস্তব অভিজ্ঞতা থাকতে হবে। xyxy=(494,761,845,845)
ka-timeline-i: (i) Online এ আবেদন ফরম পূরণ ও পরীক্ষার ফি জমাদান শুরুর তারিখ ২৭-০২-২০২৫ খ্রিস্টাব্দ ও সময় সকাল ১০:০০ ঘটিকা এবং শেষ তারিখ ২৫-০৩-২০২৫ খ্রিস্টাব্দ ও সময় বিকাল ০৫:০০ ঘটিকা পর্যন্ত। xyxy=(927,243,1705,282)
general-condition-subitem: (খ) প্রার্থীর আবেদনে উল্লেখিত সকল শিক্ষাগত যোগ্যতার সনদপত্র প্রযোজ্য ক্ষেত্রে অতিরিক্ত যোগ্যতা ও অভিজ্ঞতার সনদপত্রসহ)। xyxy=(102,1868,785,1884)
item-key xyxy=(875,91,915,114)
general-condition-item: ০৮। কোনো প্রার্থী বিদেশ হতে তার অর্জিত কোন ডিগ্রিকে উল্লিখিত পদসমূহের পার্শ্বে বর্ণিত কোন শিক্ষাগত যোগ্যতার সমমানের বলে দাবি করলে তাকে সে মর্মে সংশ্লিষ্ট ইকুইভ্যালেন্স কমিটি কর্তৃক প্রদত্ত ইকুইভ্যালেন্স সনদের সত্যায়িত কপি দাখিল করতে হবে। xyxy=(30,1548,848,1586)
cell-serial: ০৯ xyxy=(31,935,79,1019)
scale-label: (১০,২০০-২৪,৬৮০) xyxy=(268,546,374,562)
cell-serial: ০৮ xyxy=(31,890,79,935)
qr-caption-line: QR Code xyxy=(1244,1971,1302,1986)
th-post-name: পদের নাম xyxy=(79,319,249,400)
